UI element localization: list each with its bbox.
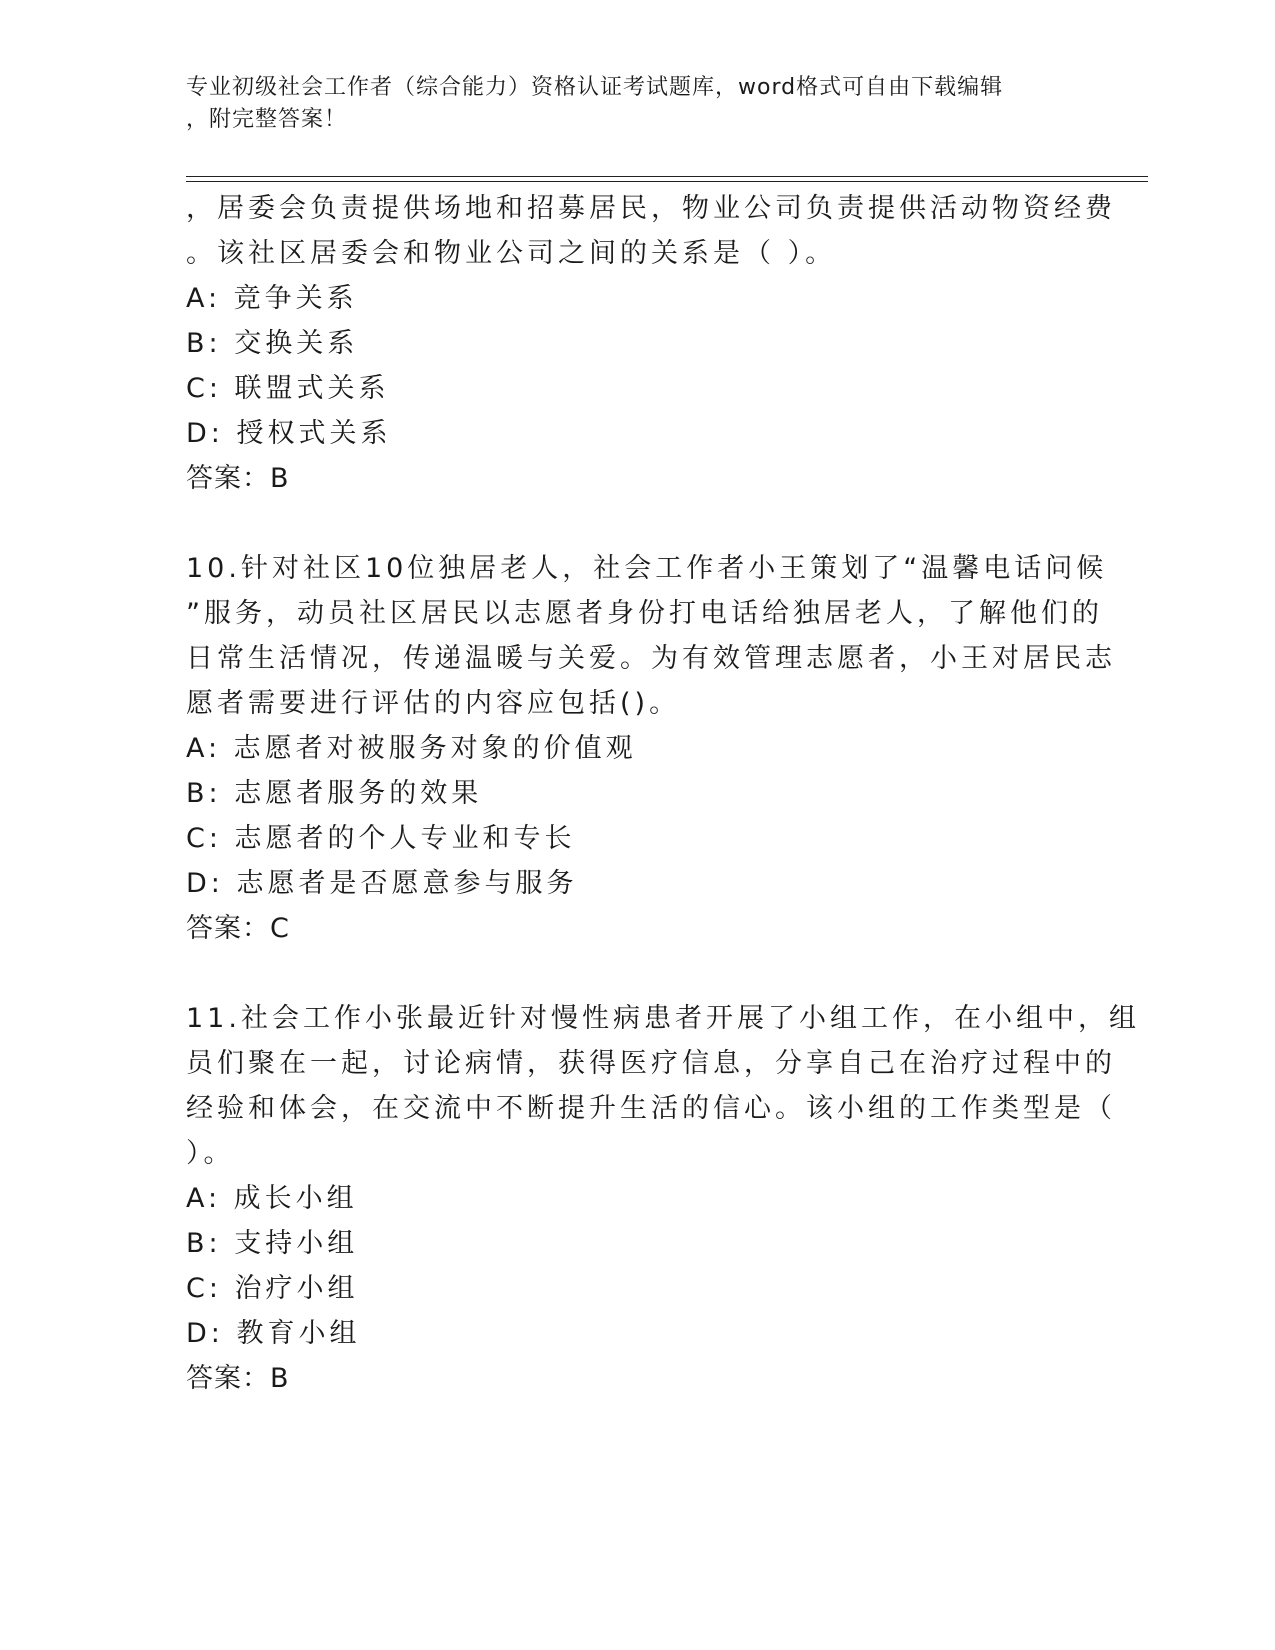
- question-text-line: 10.针对社区10位独居老人，社会工作者小王策划了“温馨电话问候: [186, 553, 1108, 584]
- question-9: [186, 186, 1116, 501]
- header-divider-bottom: [186, 181, 1148, 182]
- document-header: [186, 72, 1066, 136]
- question-text-line: ，居委会负责提供场地和招募居民，物业公司负责提供活动物资经费: [186, 193, 1116, 224]
- option-b: B: 志愿者服务的效果: [186, 778, 483, 809]
- answer-line: 答案：B: [186, 1363, 290, 1394]
- option-a: A: 成长小组: [186, 1183, 358, 1214]
- question-list: [186, 186, 1140, 1401]
- option-a: A: 志愿者对被服务对象的价值观: [186, 733, 637, 764]
- option-c: C: 志愿者的个人专业和专长: [186, 823, 576, 854]
- question-text-line: ）。: [186, 1138, 235, 1169]
- question-text-line: 愿者需要进行评估的内容应包括()。: [186, 688, 681, 719]
- answer-line: 答案：C: [186, 913, 290, 944]
- header-divider-top: [186, 176, 1148, 177]
- question-text-line: 。该社区居委会和物业公司之间的关系是（ ）。: [186, 238, 837, 269]
- question-text-line: 11.社会工作小张最近针对慢性病患者开展了小组工作，在小组中，组: [186, 1003, 1140, 1034]
- option-c: C: 联盟式关系: [186, 373, 390, 404]
- option-d: D: 教育小组: [186, 1318, 361, 1349]
- question-text-line: 经验和体会，在交流中不断提升生活的信心。该小组的工作类型是（: [186, 1093, 1116, 1124]
- option-c: C: 治疗小组: [186, 1273, 359, 1304]
- option-b: B: 支持小组: [186, 1228, 359, 1259]
- question-10: [186, 546, 1116, 951]
- question-text-line: 日常生活情况，传递温暖与关爱。为有效管理志愿者，小王对居民志: [186, 643, 1116, 674]
- question-spacer: [186, 951, 1086, 996]
- question-text-line: 员们聚在一起，讨论病情，获得医疗信息，分享自己在治疗过程中的: [186, 1048, 1116, 1079]
- option-d: D: 授权式关系: [186, 418, 392, 449]
- answer-line: 答案：B: [186, 463, 290, 494]
- question-11: [186, 996, 1140, 1401]
- option-b: B: 交换关系: [186, 328, 359, 359]
- question-text-line: ”服务，动员社区居民以志愿者身份打电话给独居老人，了解他们的: [186, 598, 1103, 629]
- question-spacer: [186, 501, 1086, 546]
- option-d: D: 志愿者是否愿意参与服务: [186, 868, 578, 899]
- option-a: A: 竞争关系: [186, 283, 358, 314]
- header-title-line-1: 专业初级社会工作者（综合能力）资格认证考试题库，word格式可自由下载编辑: [186, 75, 1004, 100]
- header-title-line-2: ，附完整答案！: [186, 107, 348, 132]
